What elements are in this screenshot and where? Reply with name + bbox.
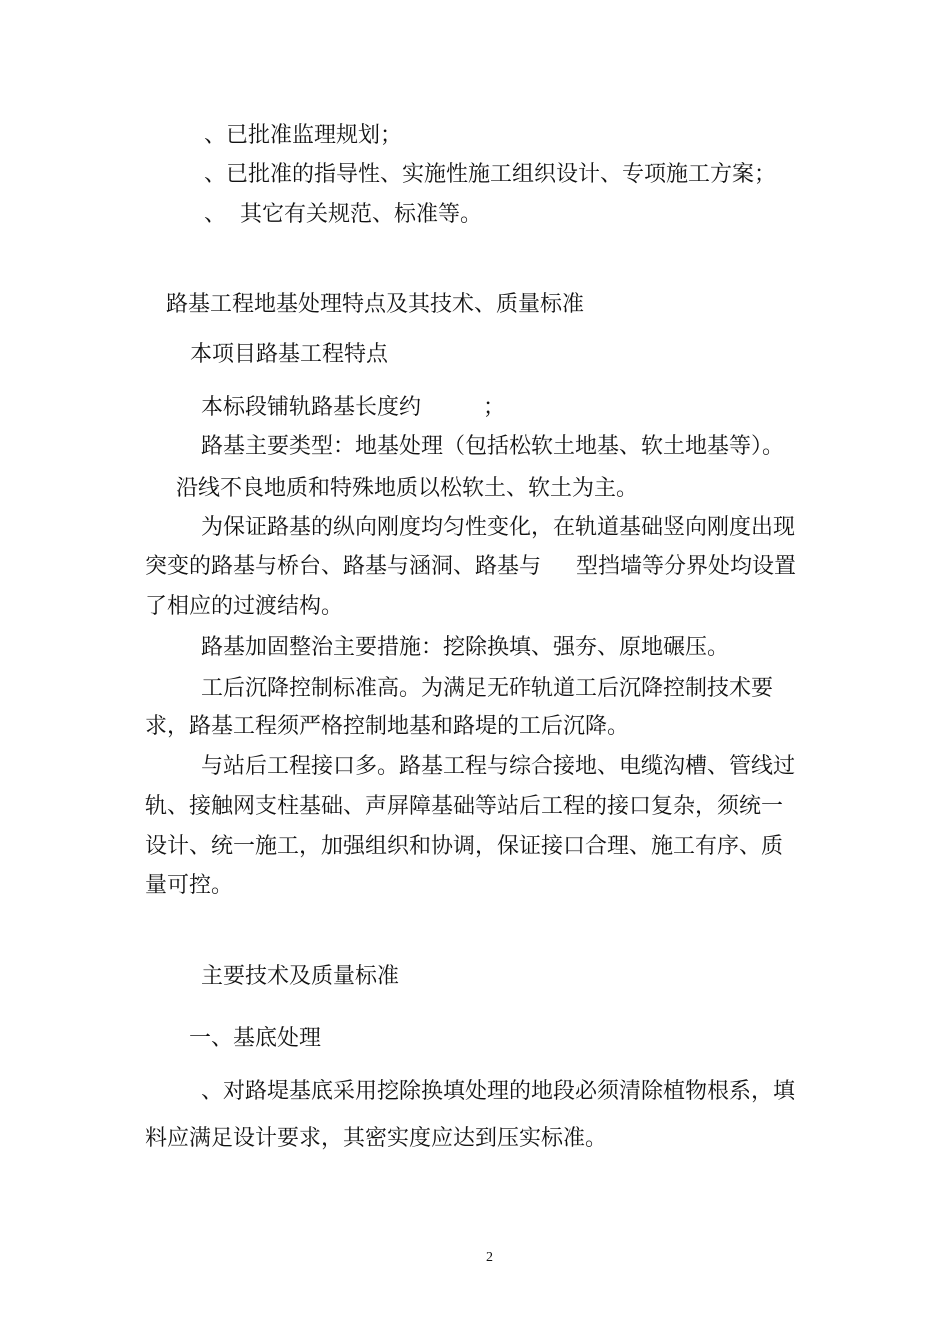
paragraph-line: 工后沉降控制标准高。为满足无砟轨道工后沉降控制技术要 — [201, 676, 774, 701]
standards-heading: 主要技术及质量标准 — [201, 964, 400, 989]
paragraph-line: 沿线不良地质和特殊地质以松软土、软土为主。 — [176, 476, 639, 501]
paragraph-line: 路基主要类型：地基处理（包括松软土地基、软土地基等）。 — [201, 434, 785, 459]
paragraph-line: 料应满足设计要求，其密实度应达到压实标准。 — [145, 1126, 608, 1151]
paragraph-line: 了相应的过渡结构。 — [145, 594, 344, 619]
paragraph-line: 量可控。 — [145, 873, 234, 898]
paragraph-line: 设计、统一施工，加强组织和协调，保证接口合理、施工有序、质 — [145, 834, 784, 859]
features-heading: 本项目路基工程特点 — [190, 342, 389, 367]
paragraph-line: 、对路堤基底采用挖除换填处理的地段必须清除植物根系，填 — [201, 1079, 796, 1104]
reference-item: 、已批准的指导性、实施性施工组织设计、专项施工方案； — [204, 162, 777, 187]
length-line: 本标段铺轨路基长度约 — [201, 395, 422, 420]
subheading: 一、基底处理 — [189, 1026, 322, 1051]
paragraph-line: 为保证路基的纵向刚度均匀性变化，在轨道基础竖向刚度出现 — [201, 515, 796, 540]
paragraph-line: 求，路基工程须严格控制地基和路堤的工后沉降。 — [145, 714, 630, 739]
reference-item: 、 其它有关规范、标准等。 — [204, 202, 482, 227]
paragraph-line: 与站后工程接口多。路基工程与综合接地、电缆沟槽、管线过 — [201, 754, 796, 779]
section-title: 路基工程地基处理特点及其技术、质量标准 — [166, 292, 585, 317]
reference-item: 、已批准监理规划； — [204, 123, 403, 148]
length-line-end: ； — [483, 395, 506, 420]
paragraph-line: 轨、接触网支柱基础、声屏障基础等站后工程的接口复杂，须统一 — [145, 794, 784, 819]
paragraph-line: 突变的路基与桥台、路基与涵洞、路基与 型挡墙等分界处均设置 — [145, 554, 796, 579]
page-number: 2 — [486, 1250, 493, 1265]
paragraph-line: 路基加固整治主要措施：挖除换填、强夯、原地碾压。 — [201, 635, 730, 660]
